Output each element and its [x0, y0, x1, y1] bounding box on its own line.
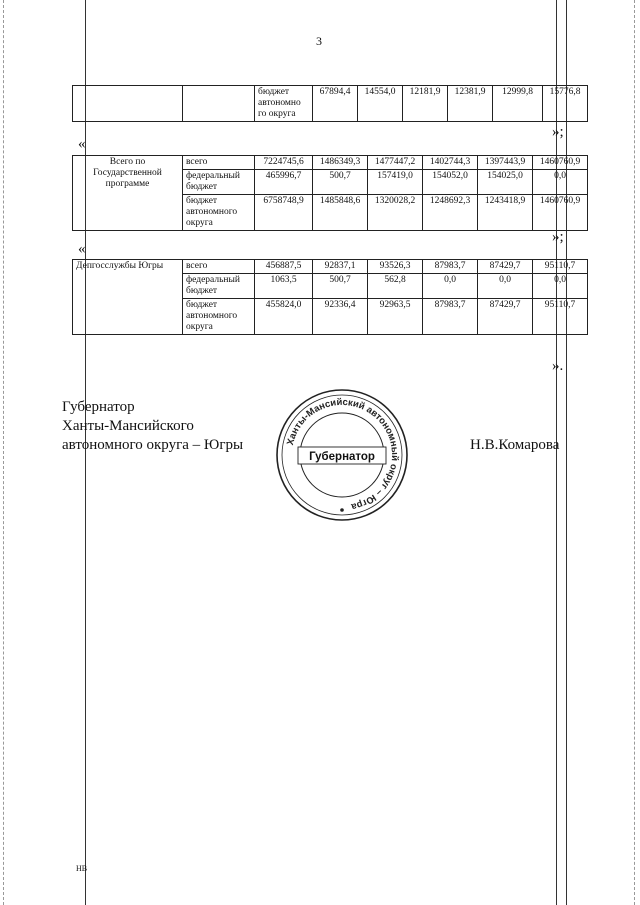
- table-cell: 1248692,3: [423, 195, 478, 231]
- opening-quote: «: [78, 241, 86, 257]
- table-cell: 12999,8: [493, 86, 543, 122]
- table-cell: федеральный бюджет: [183, 170, 255, 195]
- budget-table-continuation: [72, 85, 588, 122]
- table-cell: 6758748,9: [255, 195, 313, 231]
- table-cell: 1063,5: [255, 274, 313, 299]
- signature-title: Губернатор: [62, 399, 135, 415]
- table-cell: 93526,3: [368, 260, 423, 274]
- table-cell: 500,7: [313, 274, 368, 299]
- closing-quote: ».: [552, 358, 564, 374]
- seal-ring-text: Ханты-Мансийский автономный округ – Югра: [285, 396, 401, 513]
- program-total-table: [72, 155, 588, 231]
- table-cell: Всего по Государственной программе: [73, 156, 183, 231]
- table-cell: бюджет автономного округа: [183, 299, 255, 335]
- table-cell: 455824,0: [255, 299, 313, 335]
- table-cell: 465996,7: [255, 170, 313, 195]
- table-cell: всего: [183, 156, 255, 170]
- table-cell: 1485848,6: [313, 195, 368, 231]
- table-cell: 157419,0: [368, 170, 423, 195]
- signature-block: [62, 398, 243, 455]
- table-cell: федеральный бюджет: [183, 274, 255, 299]
- table-cell: 87983,7: [423, 260, 478, 274]
- table-cell: 0,0: [533, 170, 588, 195]
- table-cell: бюджет автономно го округа: [255, 86, 313, 122]
- depgossluzhby-table: [72, 259, 588, 335]
- table-cell: всего: [183, 260, 255, 274]
- table-cell: 1243418,9: [478, 195, 533, 231]
- table-cell: 1486349,3: [313, 156, 368, 170]
- signature-region: Ханты-Мансийского: [62, 418, 194, 434]
- table-cell: 67894,4: [313, 86, 358, 122]
- signatory-name: Н.В.Комарова: [470, 437, 560, 453]
- table-row: [73, 260, 588, 274]
- seal-dot: [340, 508, 344, 512]
- footer-code: НВ: [76, 864, 88, 873]
- page-edge-left: [3, 0, 5, 905]
- table-cell: 15776,8: [543, 86, 588, 122]
- page-edge-right: [634, 0, 636, 905]
- table-cell: 87429,7: [478, 260, 533, 274]
- table-cell: Депгосслужбы Югры: [73, 260, 183, 335]
- page-number: 3: [316, 34, 322, 48]
- table-cell: 500,7: [313, 170, 368, 195]
- table-cell: [183, 86, 255, 122]
- closing-quote: »;: [552, 229, 564, 245]
- table-cell: 154052,0: [423, 170, 478, 195]
- table-row: [73, 86, 588, 122]
- table-cell: 92963,5: [368, 299, 423, 335]
- table-cell: 0,0: [478, 274, 533, 299]
- official-seal: [274, 387, 410, 523]
- table-cell: 1320028,2: [368, 195, 423, 231]
- table-cell: 14554,0: [358, 86, 403, 122]
- table-cell: 1460760,9: [533, 195, 588, 231]
- table-cell: 1402744,3: [423, 156, 478, 170]
- table-cell: 154025,0: [478, 170, 533, 195]
- table-cell: 7224745,6: [255, 156, 313, 170]
- table-cell: 92336,4: [313, 299, 368, 335]
- table-cell: 12181,9: [403, 86, 448, 122]
- table-cell: 87983,7: [423, 299, 478, 335]
- seal-center-text: Губернатор: [309, 451, 375, 463]
- closing-quote: »;: [552, 124, 564, 140]
- table-cell: бюджет автономного округа: [183, 195, 255, 231]
- table-row: [73, 156, 588, 170]
- table-cell: 562,8: [368, 274, 423, 299]
- table-cell: 456887,5: [255, 260, 313, 274]
- signature-region-2: автономного округа – Югры: [62, 437, 244, 453]
- table-cell: 92837,1: [313, 260, 368, 274]
- table-cell: 1477447,2: [368, 156, 423, 170]
- table-cell: 1460760,9: [533, 156, 588, 170]
- table-cell: 1397443,9: [478, 156, 533, 170]
- table-cell: 0,0: [533, 274, 588, 299]
- table-cell: 95110,7: [533, 299, 588, 335]
- table-cell: 0,0: [423, 274, 478, 299]
- table-cell: 12381,9: [448, 86, 493, 122]
- table-cell: [73, 86, 183, 122]
- table-cell: 87429,7: [478, 299, 533, 335]
- opening-quote: «: [78, 136, 86, 152]
- scan-line: [566, 0, 567, 905]
- table-cell: 95110,7: [533, 260, 588, 274]
